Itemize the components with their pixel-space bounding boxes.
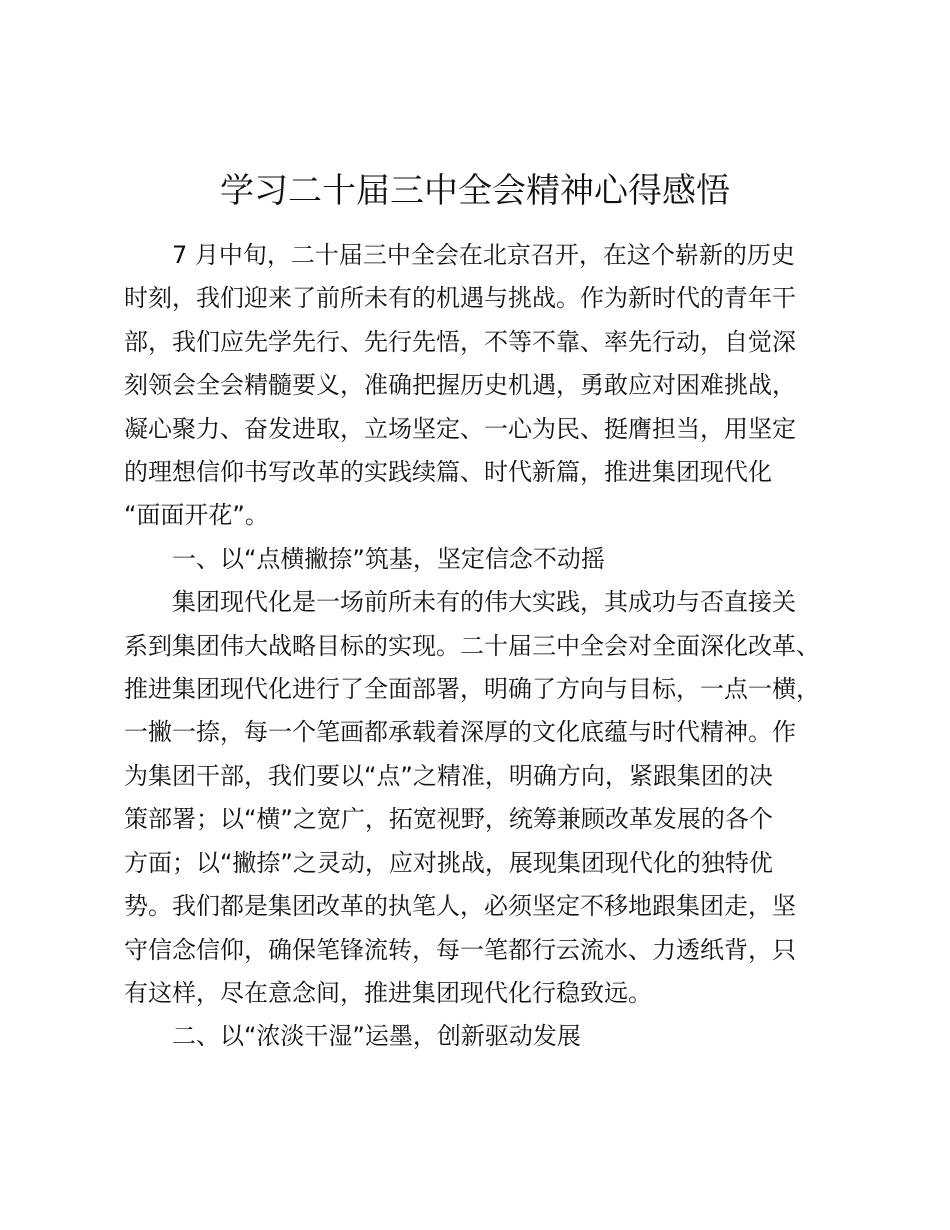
heading-line: 一、以“点横撇捺”筑基，坚定信念不动摇 [172, 544, 605, 573]
text-line: 推进集团现代化进行了全面部署，明确了方向与目标，一点一横， [124, 675, 820, 704]
paragraph-intro [124, 234, 844, 538]
text-line: 7 月中旬，二十届三中全会在北京召开，在这个崭新的历史 [172, 241, 795, 269]
text-line: 为集团干部，我们要以“点”之精准，明确方向，紧跟集团的决 [124, 761, 773, 790]
document-body [124, 234, 844, 1059]
heading-line: 二、以“浓淡干湿”运墨，创新驱动发展 [172, 1022, 581, 1051]
text-line: 势。我们都是集团改革的执笔人，必须坚定不移地跟集团走，坚 [124, 892, 796, 921]
text-line: “面面开花”。 [124, 501, 269, 530]
document-title: 学习二十届三中全会精神心得感悟 [220, 171, 730, 211]
text-line: 有这样，尽在意念间，推进集团现代化行稳致远。 [124, 978, 652, 1007]
text-line: 时刻，我们迎来了前所未有的机遇与挑战。作为新时代的青年干 [124, 284, 796, 313]
text-line: 刻领会全会精髓要义，准确把握历史机遇，勇敢应对困难挑战， [124, 371, 796, 400]
text-line: 守信念信仰，确保笔锋流转，每一笔都行云流水、力透纸背，只 [124, 935, 796, 964]
section-heading-1 [124, 538, 844, 581]
text-line: 部，我们应先学先行、先行先悟，不等不靠、率先行动，自觉深 [124, 327, 796, 356]
text-line: 集团现代化是一场前所未有的伟大实践，其成功与否直接关 [172, 588, 796, 617]
text-line: 策部署；以“横”之宽广，拓宽视野，统筹兼顾改革发展的各个 [124, 805, 773, 834]
section-heading-2 [124, 1015, 844, 1058]
text-line: 凝心聚力、奋发进取，立场坚定、一心为民、挺膺担当，用坚定 [124, 414, 796, 443]
text-line: 方面；以“撇捺”之灵动，应对挑战，展现集团现代化的独特优 [124, 848, 773, 877]
text-line: 系到集团伟大战略目标的实现。二十届三中全会对全面深化改革、 [124, 631, 820, 660]
text-line: 的理想信仰书写改革的实践续篇、时代新篇，推进集团现代化 [124, 458, 772, 487]
text-line: 一撇一捺，每一个笔画都承载着深厚的文化底蕴与时代精神。作 [124, 718, 796, 747]
paragraph-section-1 [124, 581, 844, 1015]
